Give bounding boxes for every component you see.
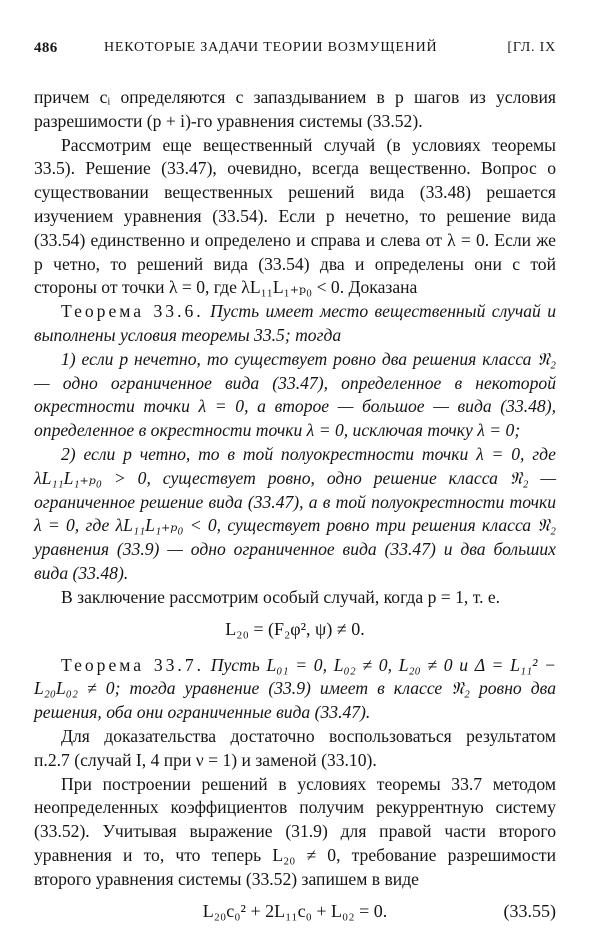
formula-expression: L₂₀c₀² + 2L₁₁c₀ + L₀₂ = 0. <box>202 900 388 921</box>
paragraph-proof: Для доказательства достаточно воспользоваться результатом п.2.7 (случай I, 4 при ν = 1) и заменой (33.10). <box>34 725 556 770</box>
chapter-label: [ГЛ. IX <box>507 40 556 55</box>
page-body <box>34 86 556 936</box>
theorem-statement: Пусть L₀₁ = 0, L₀₂ ≠ 0, L₂₀ ≠ 0 и Δ = L₁₁² − L₂₀L₀₂ ≠ 0; тогда уравнение (33.9) имеет в классе 𝔑₂ ровно два решения, оба они ограниченные вида (33.47). <box>34 654 556 723</box>
numbered-formula <box>34 892 556 936</box>
theorem-label: Теорема 33.7. <box>61 654 205 675</box>
theorem-33-6 <box>34 300 556 348</box>
equation-number: (33.55) <box>503 900 556 921</box>
theorem-33-7 <box>34 654 556 725</box>
theorem-statement: Пусть имеет место вещественный случай и выполнены условия теоремы 33.5; тогда <box>34 301 556 345</box>
theorem-item-1: 1) если p нечетно, то существует ровно два решения класса 𝔑₂ — одно ограниченное вида (33.47), определенное в некоторой окрестности точки λ = 0, а второе — большое — вида (33.48), определенное в окрестности точки λ = 0, исключая точку λ = 0; <box>34 348 556 441</box>
theorem-item-2: 2) если p четно, то в той полуокрестности точки λ = 0, где λL₁₁L₁₊ₚ₀ > 0, существует ровно, одно решение класса 𝔑₂ — ограниченное решение вида (33.47), а в той полуокрестности точки λ = 0, где λL₁₁L₁₊ₚ₀ < 0, существует ровно три решения класса 𝔑₂ уравнения (33.9) — одно ограниченное вида (33.47) и два больших вида (33.48). <box>34 443 556 583</box>
paragraph-special-case: В заключение рассмотрим особый случай, когда p = 1, т. е. <box>61 586 501 607</box>
running-title: НЕКОТОРЫЕ ЗАДАЧИ ТЕОРИИ ВОЗМУЩЕНИЙ <box>104 40 438 55</box>
running-header <box>34 40 556 60</box>
paragraph-continuation: причем cᵢ определяются с запаздыванием в p шагов из условия разрешимости (p + i)-го уравнения системы (33.52). <box>34 87 556 131</box>
paragraph-construction: При построении решений в условиях теоремы 33.7 методом неопределенных коэффициентов получим рекуррентную систему (33.52). Учитывая выражение (31.9) для правой части второго уравнения и то, что теперь L₂₀ ≠ 0, требование разрешимости второго уравнения системы (33.52) запишем в виде <box>34 773 556 889</box>
display-formula: L₂₀ = (F₂φ², ψ) ≠ 0. <box>225 618 365 639</box>
page-number: 486 <box>34 40 58 56</box>
paragraph-real-case: Рассмотрим еще вещественный случай (в условиях теоремы 33.5). Решение (33.47), очевидно, всегда вещественно. Вопрос о существовании вещественных решений вида (33.48) решается изучением уравнения (33.54). Если p нечетно, то решение вида (33.54) единственно и определено и справа и слева от λ = 0. Если же p четно, то решений вида (33.54) два и определены они с той стороны от точки λ = 0, где λL₁₁L₁₊ₚ₀ < 0. Доказана <box>34 134 556 298</box>
theorem-label: Теорема 33.6. <box>61 301 204 322</box>
